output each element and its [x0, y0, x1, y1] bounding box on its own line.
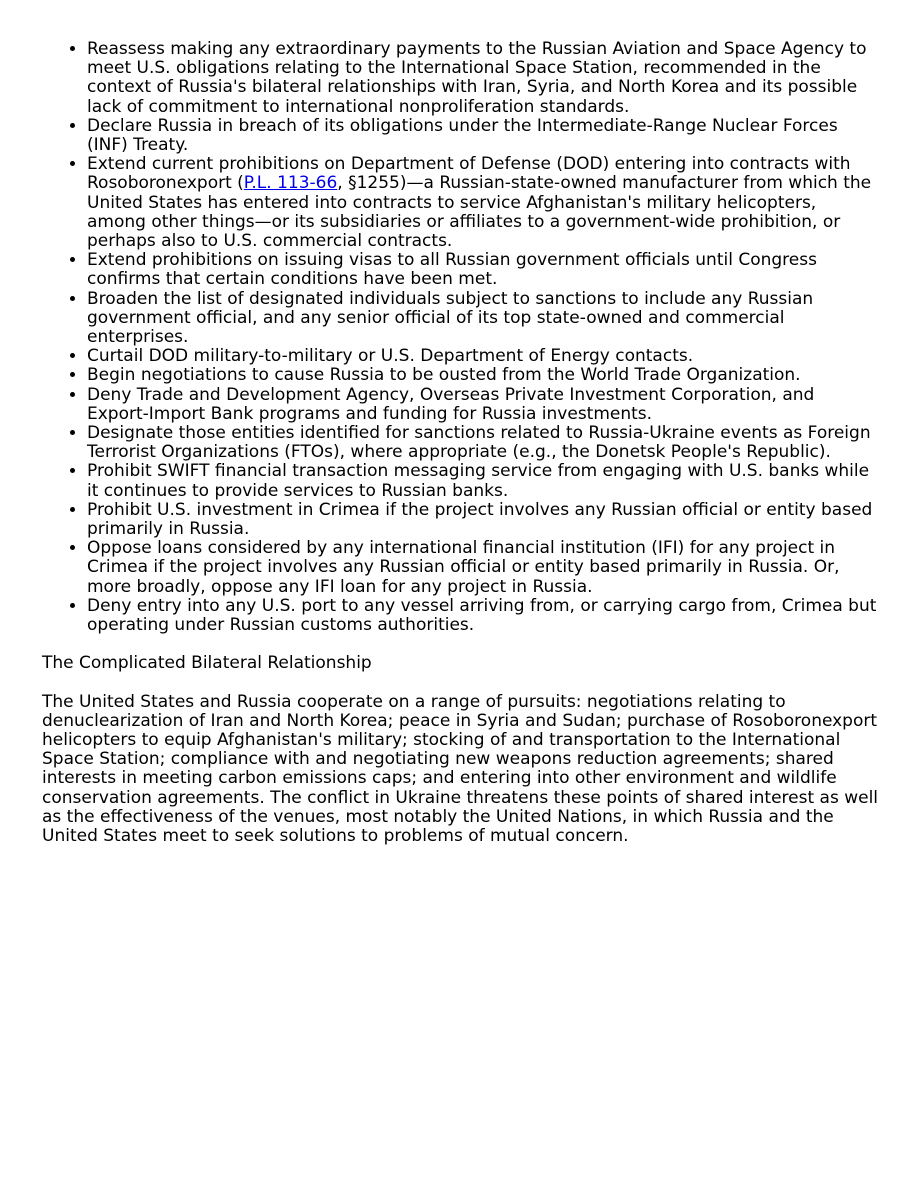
list-item: • Reassess making any extraordinary payments to the Russian Aviation and Space Agency to meet U.S. obligations relating to the International Space Station, recommended in the context of Russia's bilateral relationships with Iran, Syria, and North Korea and its possible lack of commitment to international nonproliferation standards. [87, 40, 880, 117]
pl-113-66-link[interactable]: P.L. 113-66 [243, 173, 338, 194]
list-item-text: , §1255)—a Russian-state-owned manufacturer from which the United States has entered into contracts to service Afghanistan's military helicopters, among other things—or its subsidiaries or affiliates to a government-wide prohibition, or perhaps also to U.S. commercial contracts. [87, 173, 872, 252]
list-item: • Extend prohibitions on issuing visas to all Russian government officials until Congress confirms that certain conditions have been met. [87, 251, 880, 289]
policy-options-list [42, 40, 880, 635]
body-paragraph: The United States and Russia cooperate on a range of pursuits: negotiations relating to denuclearization of Iran and North Korea; peace in Syria and Sudan; purchase of Rosoboronexport helicopters to equip Afghanistan's military; stocking of and transportation to the International Space Station; compliance with and negotiating new weapons reduction agreements; shared interests in meeting carbon emissions caps; and entering into other environment and wildlife conservation agreements. The conflict in Ukraine threatens these points of shared interest as well as the effectiveness of the venues, most notably the United Nations, in which Russia and the United States meet to seek solutions to problems of mutual concern. [42, 691, 879, 846]
list-item: • Broaden the list of designated individuals subject to sanctions to include any Russian government official, and any senior official of its top state-owned and commercial enterprises. [87, 290, 880, 348]
list-item: • Prohibit SWIFT financial transaction messaging service from engaging with U.S. banks while it continues to provide services to Russian banks. [87, 462, 880, 500]
list-item: • Deny entry into any U.S. port to any vessel arriving from, or carrying cargo from, Crimea but operating under Russian customs authorities. [87, 597, 880, 635]
section-heading: The Complicated Bilateral Relationship [42, 653, 372, 674]
list-item: • Prohibit U.S. investment in Crimea if the project involves any Russian official or entity based primarily in Russia. [87, 501, 880, 539]
list-item: • Designate those entities identified for sanctions related to Russia-Ukraine events as Foreign Terrorist Organizations (FTOs), where appropriate (e.g., the Donetsk People's Republic). [87, 424, 880, 462]
list-item: • Oppose loans considered by any international financial institution (IFI) for any project in Crimea if the project involves any Russian official or entity based primarily in Russia. Or, more broadly, oppose any IFI loan for any project in Russia. [87, 539, 880, 597]
list-item: • Declare Russia in breach of its obligations under the Intermediate-Range Nuclear Forces (INF) Treaty. [87, 117, 880, 155]
list-item-text: Extend current prohibitions on Department of Defense (DOD) entering into contracts with Rosoboronexport ( [87, 154, 851, 194]
list-item: • Curtail DOD military-to-military or U.S. Department of Energy contacts. [87, 347, 880, 366]
list-item: • Deny Trade and Development Agency, Overseas Private Investment Corporation, and Export-Import Bank programs and funding for Russia investments. [87, 386, 880, 424]
list-item [87, 155, 880, 251]
list-item: • Begin negotiations to cause Russia to be ousted from the World Trade Organization. [87, 366, 880, 385]
